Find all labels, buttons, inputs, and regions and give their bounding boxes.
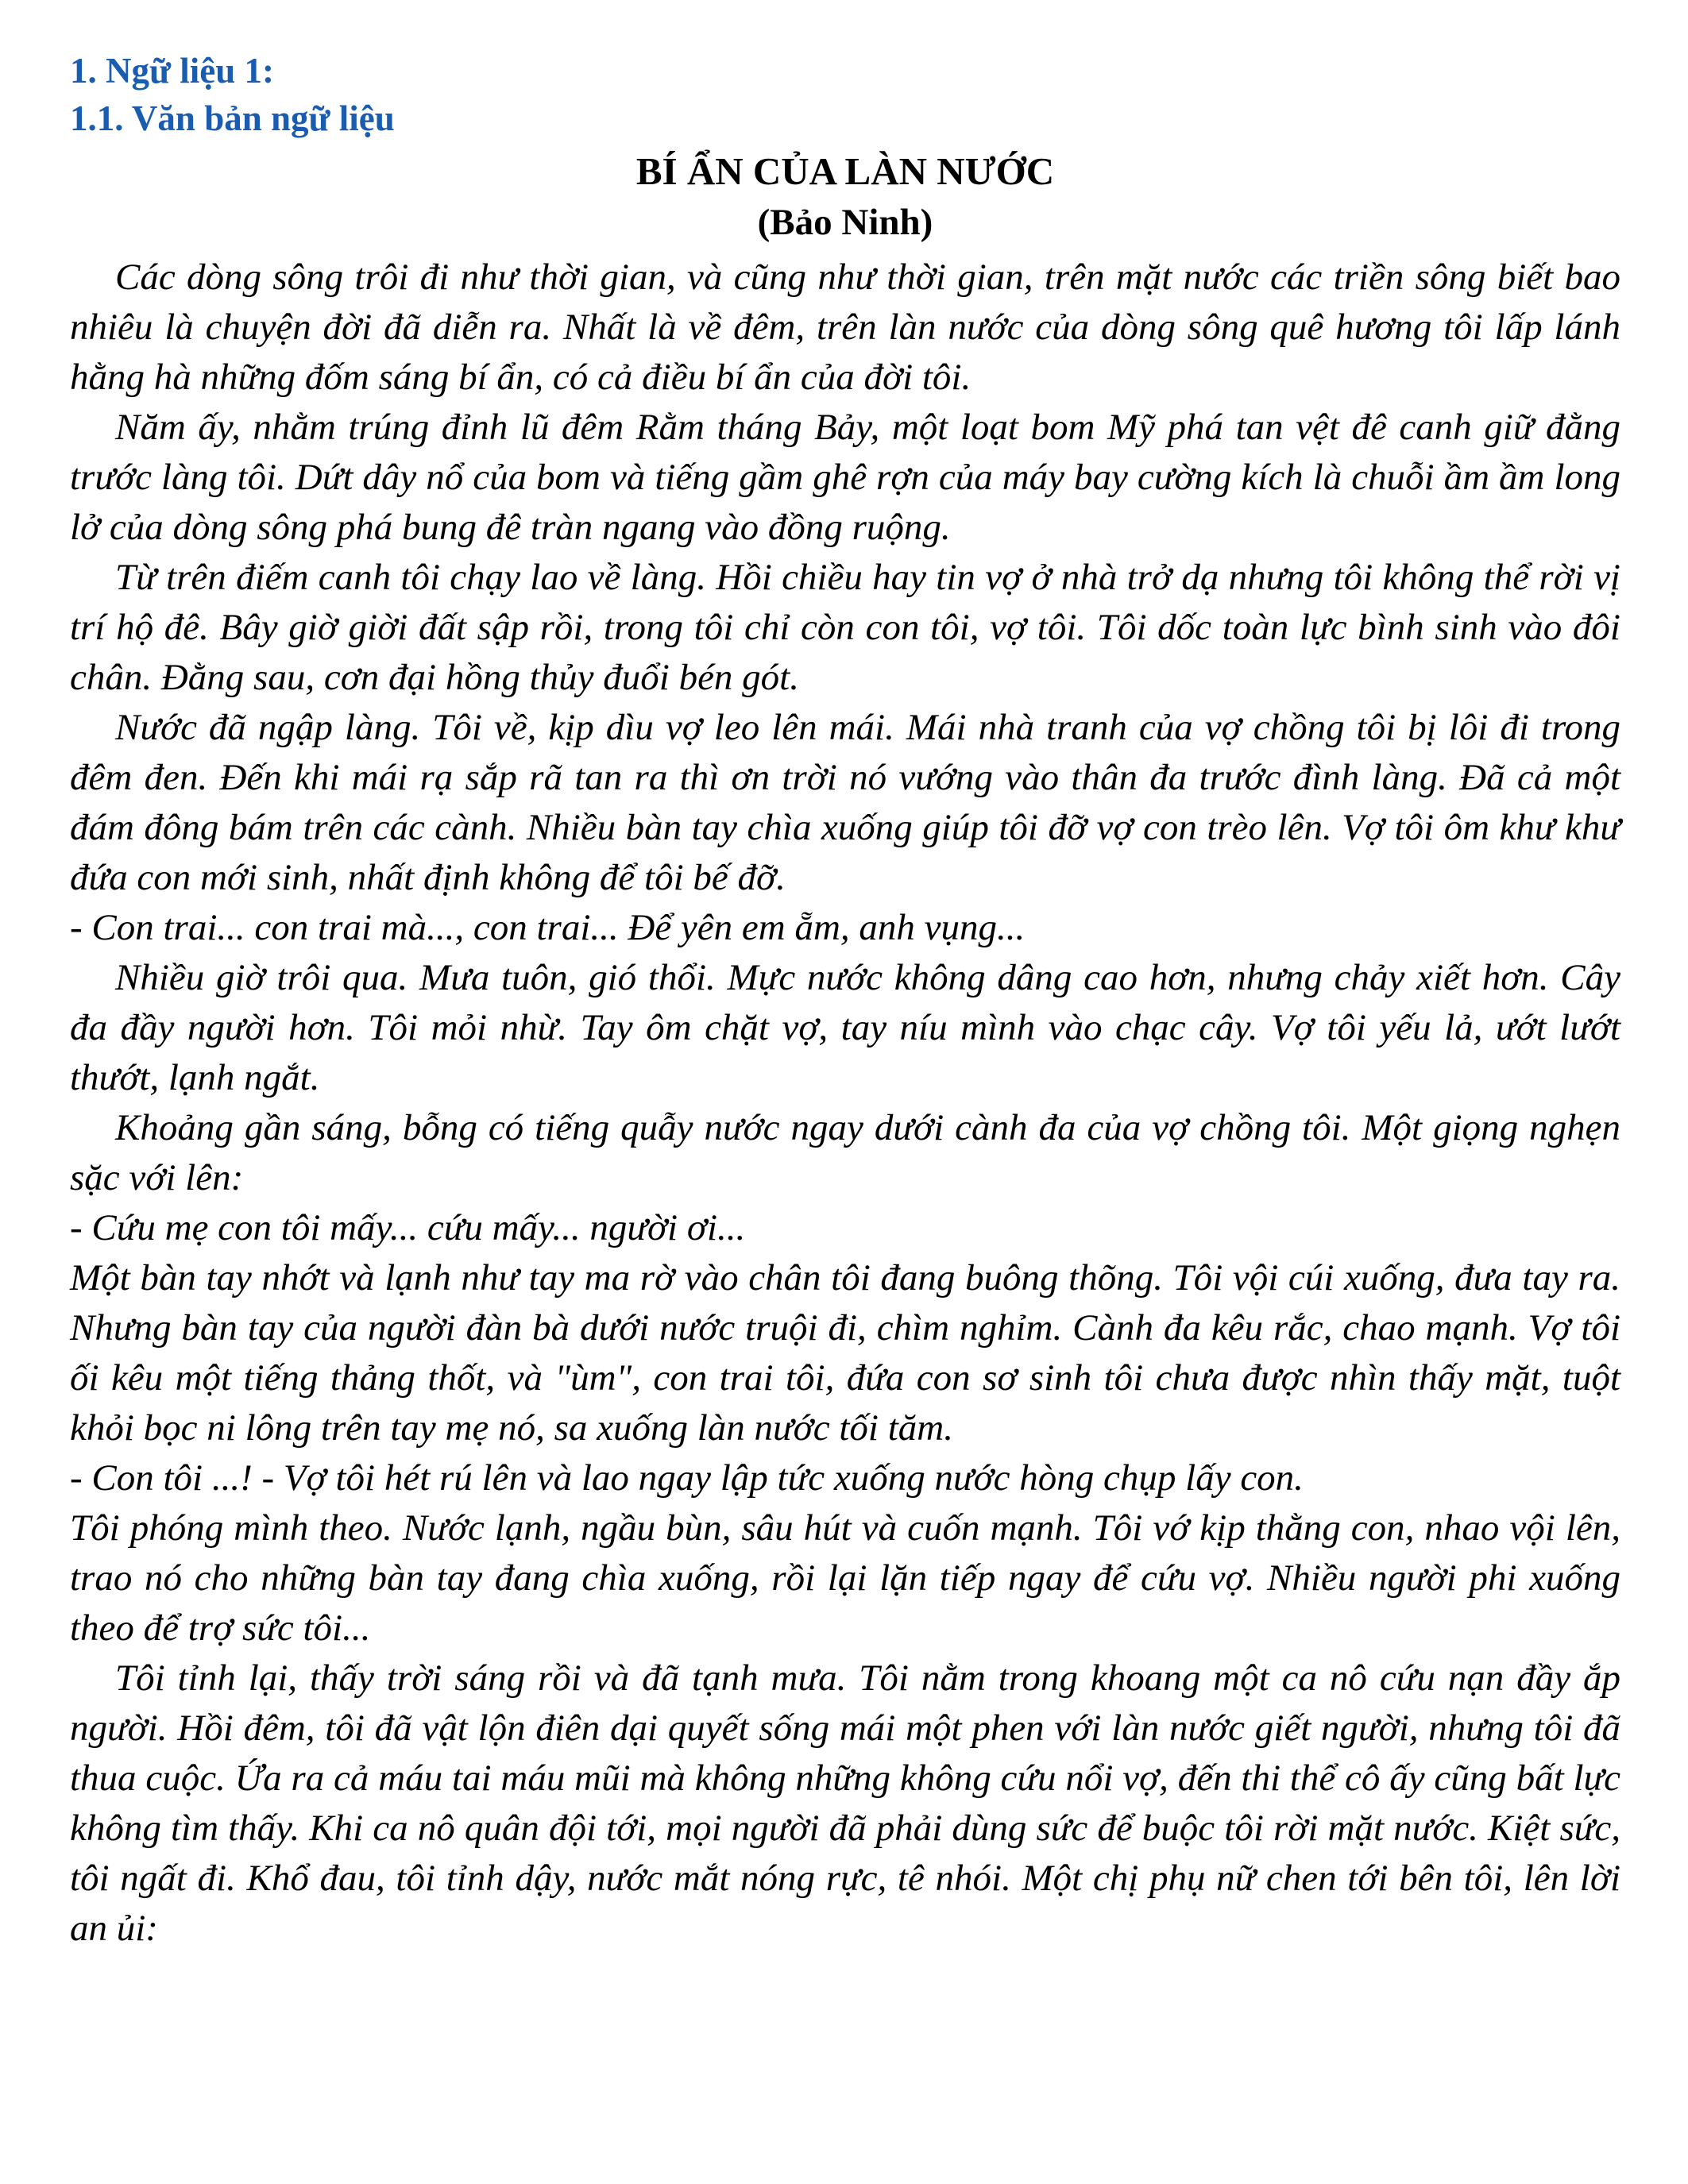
- paragraph: Tôi tỉnh lại, thấy trời sáng rồi và đã tạnh mưa. Tôi nằm trong khoang một ca nô cứu nạn đầy ắp người. Hồi đêm, tôi đã vật lộn điên dại quyết sống mái một phen với làn nước giết người, nhưng tôi đã thua cuộc. Ứa ra cả máu tai máu mũi mà không những không cứu nổi vợ, đến thi thể cô ấy cũng bất lực không tìm thấy. Khi ca nô quân đội tới, mọi người đã phải dùng sức để buộc tôi rời mặt nước. Kiệt sức, tôi ngất đi. Khổ đau, tôi tỉnh dậy, nước mắt nóng rực, tê nhói. Một chị phụ nữ chen tới bên tôi, lên lời an ủi:: [70, 1657, 1620, 1949]
- paragraph: Khoảng gần sáng, bỗng có tiếng quẫy nước ngay dưới cành đa của vợ chồng tôi. Một giọng nghẹn sặc với lên:: [70, 1107, 1620, 1198]
- section-heading-1: 1. Ngữ liệu 1:: [70, 51, 274, 91]
- section-heading-1-1: 1.1. Văn bản ngữ liệu: [70, 98, 395, 138]
- dialogue-line: - Cứu mẹ con tôi mấy... cứu mấy... người ơi...: [70, 1207, 746, 1248]
- paragraph: Nhiều giờ trôi qua. Mưa tuôn, gió thổi. Mực nước không dâng cao hơn, nhưng chảy xiết hơn. Cây đa đầy người hơn. Tôi mỏi nhừ. Tay ôm chặt vợ, tay níu mình vào chạc cây. Vợ tôi yếu lả, ướt lướt thướt, lạnh ngắt.: [70, 957, 1620, 1098]
- paragraph: Một bàn tay nhớt và lạnh như tay ma rờ vào chân tôi đang buông thõng. Tôi vội cúi xuống, đưa tay ra. Nhưng bàn tay của người đàn bà dưới nước truội đi, chìm nghỉm. Cành đa kêu rắc, chao mạnh. Vợ tôi ối kêu một tiếng thảng thốt, và "ùm", con trai tôi, đứa con sơ sinh tôi chưa được nhìn thấy mặt, tuột khỏi bọc ni lông trên tay mẹ nó, sa xuống làn nước tối tăm.: [70, 1257, 1620, 1449]
- paragraph: Nước đã ngập làng. Tôi về, kịp dìu vợ leo lên mái. Mái nhà tranh của vợ chồng tôi bị lôi đi trong đêm đen. Đến khi mái rạ sắp rã tan ra thì ơn trời nó vướng vào thân đa trước đình làng. Đã cả một đám đông bám trên các cành. Nhiều bàn tay chìa xuống giúp tôi đỡ vợ con trèo lên. Vợ tôi ôm khư khư đứa con mới sinh, nhất định không để tôi bế đỡ.: [70, 707, 1620, 898]
- paragraph: Các dòng sông trôi đi như thời gian, và cũng như thời gian, trên mặt nước các triền sông biết bao nhiêu là chuyện đời đã diễn ra. Nhất là về đêm, trên làn nước của dòng sông quê hương tôi lấp lánh hằng hà những đốm sáng bí ẩn, có cả điều bí ẩn của đời tôi.: [70, 257, 1620, 398]
- story-title: BÍ ẨN CỦA LÀN NƯỚC: [635, 149, 1055, 193]
- paragraph: Năm ấy, nhằm trúng đỉnh lũ đêm Rằm tháng Bảy, một loạt bom Mỹ phá tan vệt đê canh giữ đằng trước làng tôi. Dứt dây nổ của bom và tiếng gầm ghê rợn của máy bay cường kích là chuỗi ầm ầm long lở của dòng sông phá bung đê tràn ngang vào đồng ruộng.: [70, 407, 1620, 548]
- paragraph: Tôi phóng mình theo. Nước lạnh, ngầu bùn, sâu hút và cuốn mạnh. Tôi vớ kịp thằng con, nhao vội lên, trao nó cho những bàn tay đang chìa xuống, rồi lại lặn tiếp ngay để cứu vợ. Nhiều người phi xuống theo để trợ sức tôi...: [70, 1507, 1620, 1649]
- dialogue-line: - Con tôi ...! - Vợ tôi hét rú lên và lao ngay lập tức xuống nước hòng chụp lấy con.: [70, 1457, 1304, 1499]
- dialogue-line: - Con trai... con trai mà..., con trai... Để yên em ẵm, anh vụng...: [70, 907, 1026, 948]
- story-author: (Bảo Ninh): [757, 202, 933, 243]
- story-body: [70, 253, 1620, 1954]
- paragraph: Từ trên điếm canh tôi chạy lao về làng. Hồi chiều hay tin vợ ở nhà trở dạ nhưng tôi không thể rời vị trí hộ đê. Bây giờ giời đất sập rồi, trong tôi chỉ còn con tôi, vợ tôi. Tôi dốc toàn lực bình sinh vào đôi chân. Đằng sau, cơn đại hồng thủy đuổi bén gót.: [70, 557, 1620, 698]
